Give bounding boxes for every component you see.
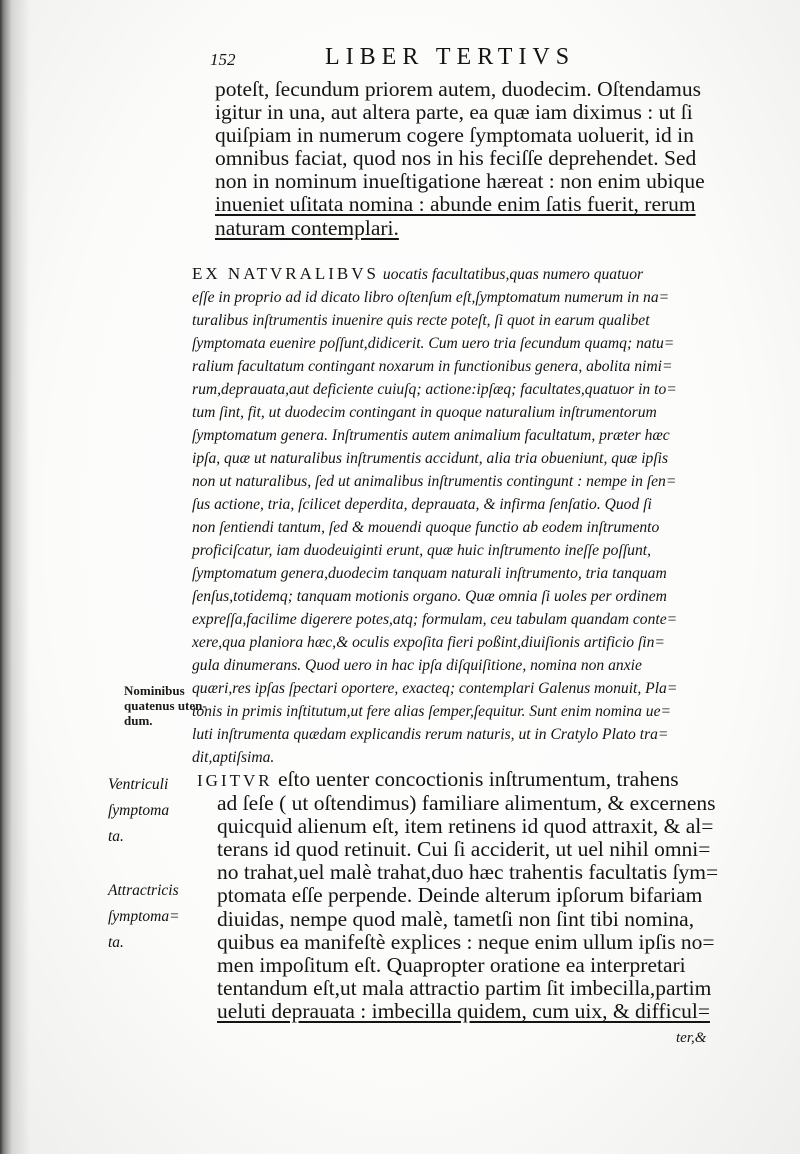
small-caps-lead: IGITVR <box>197 771 273 790</box>
running-head: LIBER TERTIVS <box>325 44 576 70</box>
paragraph-igitur <box>197 768 757 1023</box>
text-line: ad ſeſe ( ut oſtendimus) familiare alimentum, & excernens <box>217 791 716 816</box>
text-line: ſymptomata euenire poſſunt,didicerit. Cum uero tria ſecundum quamq; natu= <box>192 335 675 352</box>
text-line: quibus ea manifeſtè explices : neque enim ullum ipſis no= <box>217 929 715 954</box>
text-line: ſus actione, tria, ſcilicet deperdita, deprauata, & infirma ſenſatio. Quod ſi <box>192 496 652 513</box>
text-line: tentandum eſt,ut mala attractio partim ſit imbecilla,partim <box>217 975 712 1000</box>
text-line-underlined: inueniet uſitata nomina : abunde enim ſatis fuerit, rerum <box>215 192 696 217</box>
page-header <box>210 44 750 74</box>
paragraph-continuation <box>215 78 750 240</box>
small-caps-lead: EX NATVRALIBVS <box>192 264 379 283</box>
text-line: ſymptomatum genera,duodecim tanquam naturali inſtrumento, tria tanquam <box>192 565 667 582</box>
margin-note-line: ta. <box>108 934 124 951</box>
text-line: tum ſint, fit, ut duodecim contingant in quoque naturalium inſtrumentorum <box>192 404 657 421</box>
margin-note-line: Attractricis <box>108 882 179 899</box>
text-line: ipſa, quæ ut naturalibus inſtrumentis accidunt, alia tria obueniunt, quæ ipſis <box>192 450 669 467</box>
text-line: poteſt, ſecundum priorem autem, duodecim. Oſtendamus <box>215 77 702 101</box>
text-line: turalibus inſtrumentis inuenire quis recte poteſt, ſi quot in earum qualibet <box>192 312 650 329</box>
text-line: ptomata eſſe perpende. Deinde alterum ipſorum bifariam <box>217 883 703 908</box>
margin-note-nominibus <box>124 683 207 728</box>
text-line: quiſpiam in numerum cogere ſymptomata uoluerit, id in <box>215 123 694 148</box>
text-line: non ſentiendi tantum, ſed & mouendi quoque functio ab eodem inſtrumento <box>192 519 660 536</box>
text-line: xere,qua planiora hæc,& oculis expoſita fieri poßint,diuiſionis artificio ſin= <box>192 634 665 651</box>
text-line: proficiſcatur, iam duodeuiginti erunt, quæ huic inſtrumento ineſſe poſſunt, <box>192 542 651 559</box>
text-line: terans id quod retinuit. Cui ſi acciderit, ut uel nihil omni= <box>217 837 711 862</box>
text-line: non ut naturalibus, ſed ut animalibus inſtrumentis contingunt : nempe in ſen= <box>192 473 677 490</box>
text-line: quicquid alienum eſt, item retinens id quod attraxit, & al= <box>217 814 714 839</box>
text-line: men impoſitum eſt. Quapropter oratione ea interpretari <box>217 952 686 977</box>
margin-note-line: quatenus uten- <box>124 698 207 713</box>
text-line: dit,aptiſsima. <box>192 749 275 766</box>
text-line: diuidas, nempe quod malè, tametſi non ſint tibi nomina, <box>217 906 695 931</box>
text-line-lead <box>192 262 757 286</box>
binding-gutter-shadow <box>0 0 30 1154</box>
margin-note-line: ſymptoma <box>108 802 170 819</box>
text-line: ſenſus,totidemq; tanquam motionis organo. Quæ omnia ſi uoles per ordinem <box>192 588 667 605</box>
text-line: no trahat,uel malè trahat,duo hæc trahentis facultatis ſym= <box>217 860 719 885</box>
text-line: rum,deprauata,aut deficiente cuiuſq; actione:ipſæq; facultates,quatuor in to= <box>192 381 677 398</box>
text-line-underlined: naturam contemplari. <box>215 215 399 240</box>
text-line: gula dinumerans. Quod uero in hac ipſa diſquiſitione, nomina non anxie <box>192 657 642 674</box>
margin-note-line: ſymptoma= <box>108 908 180 925</box>
text-line: tonis in primis inſtitutum,ut fere alias ſemper,ſequitur. Sunt enim nomina ue= <box>192 703 672 720</box>
text-line: eſſe in proprio ad id dicato libro oſtenſum eſt,ſymptomatum numerum in na= <box>192 289 670 306</box>
margin-note-line: Nominibus <box>124 683 185 698</box>
text-line: non in nominum inueſtigatione hæreat : non enim ubique <box>215 169 705 194</box>
text-line-rest: eſto uenter concoctionis inſtrumentum, trahens <box>277 767 679 791</box>
catchword: ter,& <box>676 1030 707 1046</box>
text-line: igitur in una, aut altera parte, ea quæ iam diximus : ut ſi <box>215 100 693 125</box>
margin-note-line: Ventriculi <box>108 776 169 793</box>
margin-note-attractricis <box>108 878 180 956</box>
text-line: luti inſtrumenta quædam explicandis rerum naturis, ut in Cratylo Plato tra= <box>192 726 669 743</box>
margin-note-line: dum. <box>124 713 153 728</box>
text-line: omnibus faciat, quod nos in his feciſſe deprehendet. Sed <box>215 146 697 171</box>
text-line-rest: uocatis facultatibus,quas numero quatuor <box>382 266 644 283</box>
text-line: ralium facultatum contingant noxarum in functionibus genera, abolita nimi= <box>192 358 673 375</box>
text-line: quæri,res ipſas ſpectari oportere, exacteq; contemplari Galenus monuit, Pla= <box>192 680 678 697</box>
text-line-underlined: ueluti deprauata : imbecilla quidem, cum uix, & difficul= <box>217 998 710 1023</box>
margin-note-line: ta. <box>108 828 124 845</box>
margin-note-ventriculi <box>108 772 169 850</box>
paragraph-naturalibus <box>192 262 757 769</box>
text-line: expreſſa,facilime digerere potes,atq; formulam, ceu tabulam quandam conte= <box>192 611 678 628</box>
text-line: ſymptomatum genera. Inſtrumentis autem animalium facultatum, præter hæc <box>192 427 670 444</box>
page-number: 152 <box>210 50 236 69</box>
text-line-lead <box>197 768 757 792</box>
